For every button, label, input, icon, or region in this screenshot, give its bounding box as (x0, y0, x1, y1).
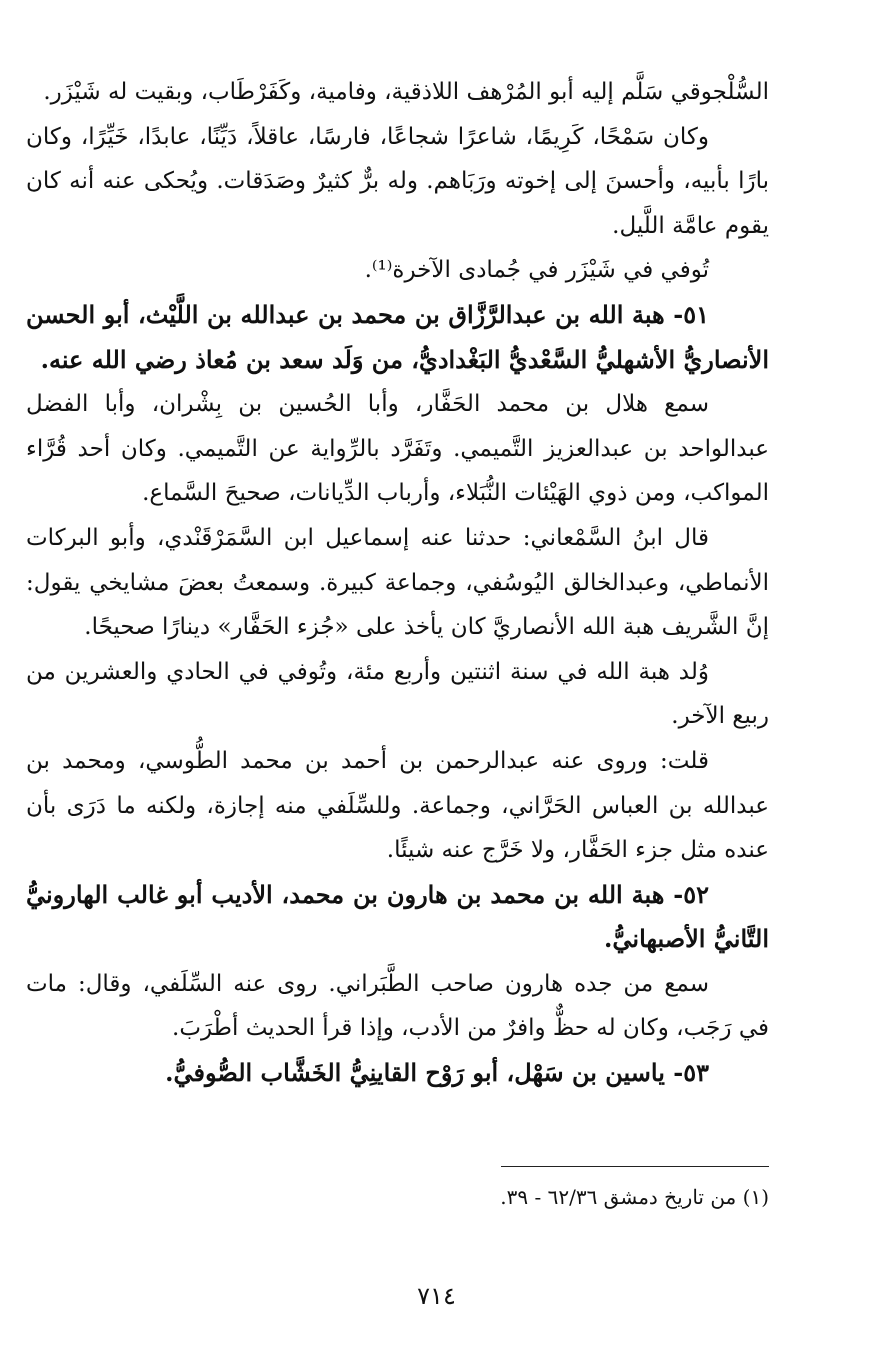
main-text (26, 70, 769, 1096)
entry-heading-52: ٥٢- هبة الله بن محمد بن هارون بن محمد، الأديب أبو غالب الهارونيُّ التَّانيُّ الأصبهانيُّ. (26, 879, 769, 954)
paragraph: سمع من جده هارون صاحب الطَّبَراني. روى عنه السِّلَفي، وقال: مات في رَجَب، وكان له حظٌّ وافرٌ من الأدب، وإذا قرأ الحديث أطْرَبَ. (26, 970, 769, 1042)
paragraph: قال ابنُ السَّمْعاني: حدثنا عنه إسماعيل ابن السَّمَرْقَنْدي، وأبو البركات الأنماطي، وعبدالخالق اليُوسُفي، وجماعة كبيرة. وسمعتُ بعضَ مشايخي يقول: إنَّ الشَّريف هبة الله الأنصاريَّ كان يأخذ على «جُزء الحَفَّار» دينارًا صحيحًا. (26, 524, 769, 641)
entry-heading-51: ٥١- هبة الله بن عبدالرَّزَّاق بن محمد بن عبدالله بن اللَّيْث، أبو الحسن الأنصاريُّ الأشهليُّ السَّعْديُّ البَغْداديُّ، من وَلَد سعد بن مُعاذ رضي الله عنه. (26, 299, 769, 374)
paragraph: وُلد هبة الله في سنة اثنتين وأربع مئة، وتُوفي في الحادي والعشرين من ربيع الآخر. (26, 658, 769, 730)
paragraph: تُوفي في شَيْزَر في جُمادى الآخرة⁽¹⁾. (364, 257, 709, 284)
page-number: ٧١٤ (417, 1282, 456, 1310)
entry-heading-53: ٥٣- ياسين بن سَهْل، أبو رَوْح القاينِيُّ الخَشَّاب الصُّوفيُّ. (165, 1058, 709, 1088)
paragraph: قلت: وروى عنه عبدالرحمن بن أحمد بن محمد الطُّوسي، ومحمد بن عبدالله بن العباس الحَرَّاني، وجماعة. وللسِّلَفي منه إجازة، ولكنه ما دَرَى بأن عنده مثل جزء الحَفَّار، ولا خَرَّج عنه شيئًا. (26, 747, 769, 864)
footnote-divider (501, 1166, 769, 1167)
footnote: (١) من تاريخ دمشق ٦٢/٣٦ - ٣٩. (500, 1185, 769, 1209)
paragraph: وكان سَمْحًا، كَرِيمًا، شاعرًا شجاعًا، فارسًا، عاقلاً، دَيِّنًا، عابدًا، خَيِّرًا، وكان بارًا بأبيه، وأحسنَ إلى إخوته ورَبَاهم. وله برٌّ كثيرٌ وصَدَقات. ويُحكى عنه أنه كان يقوم عامَّة اللَّيل. (26, 123, 769, 239)
paragraph: سمع هلال بن محمد الحَفَّار، وأبا الحُسين بن بِشْران، وأبا الفضل عبدالواحد بن عبدالعزيز التَّميمي. وتَفَرَّد بالرِّواية عن التَّميمي. وكان أحد قُرَّاء المواكب، ومن ذوي الهَيْئات النُّبَلاء، وأرباب الدِّيانات، صحيحَ السَّماع. (26, 391, 769, 507)
paragraph: السُّلْجوقي سَلَّم إليه أبو المُرْهف اللاذقية، وفامية، وكَفَرْطَاب، وبقيت له شَيْزَر. (43, 79, 769, 105)
